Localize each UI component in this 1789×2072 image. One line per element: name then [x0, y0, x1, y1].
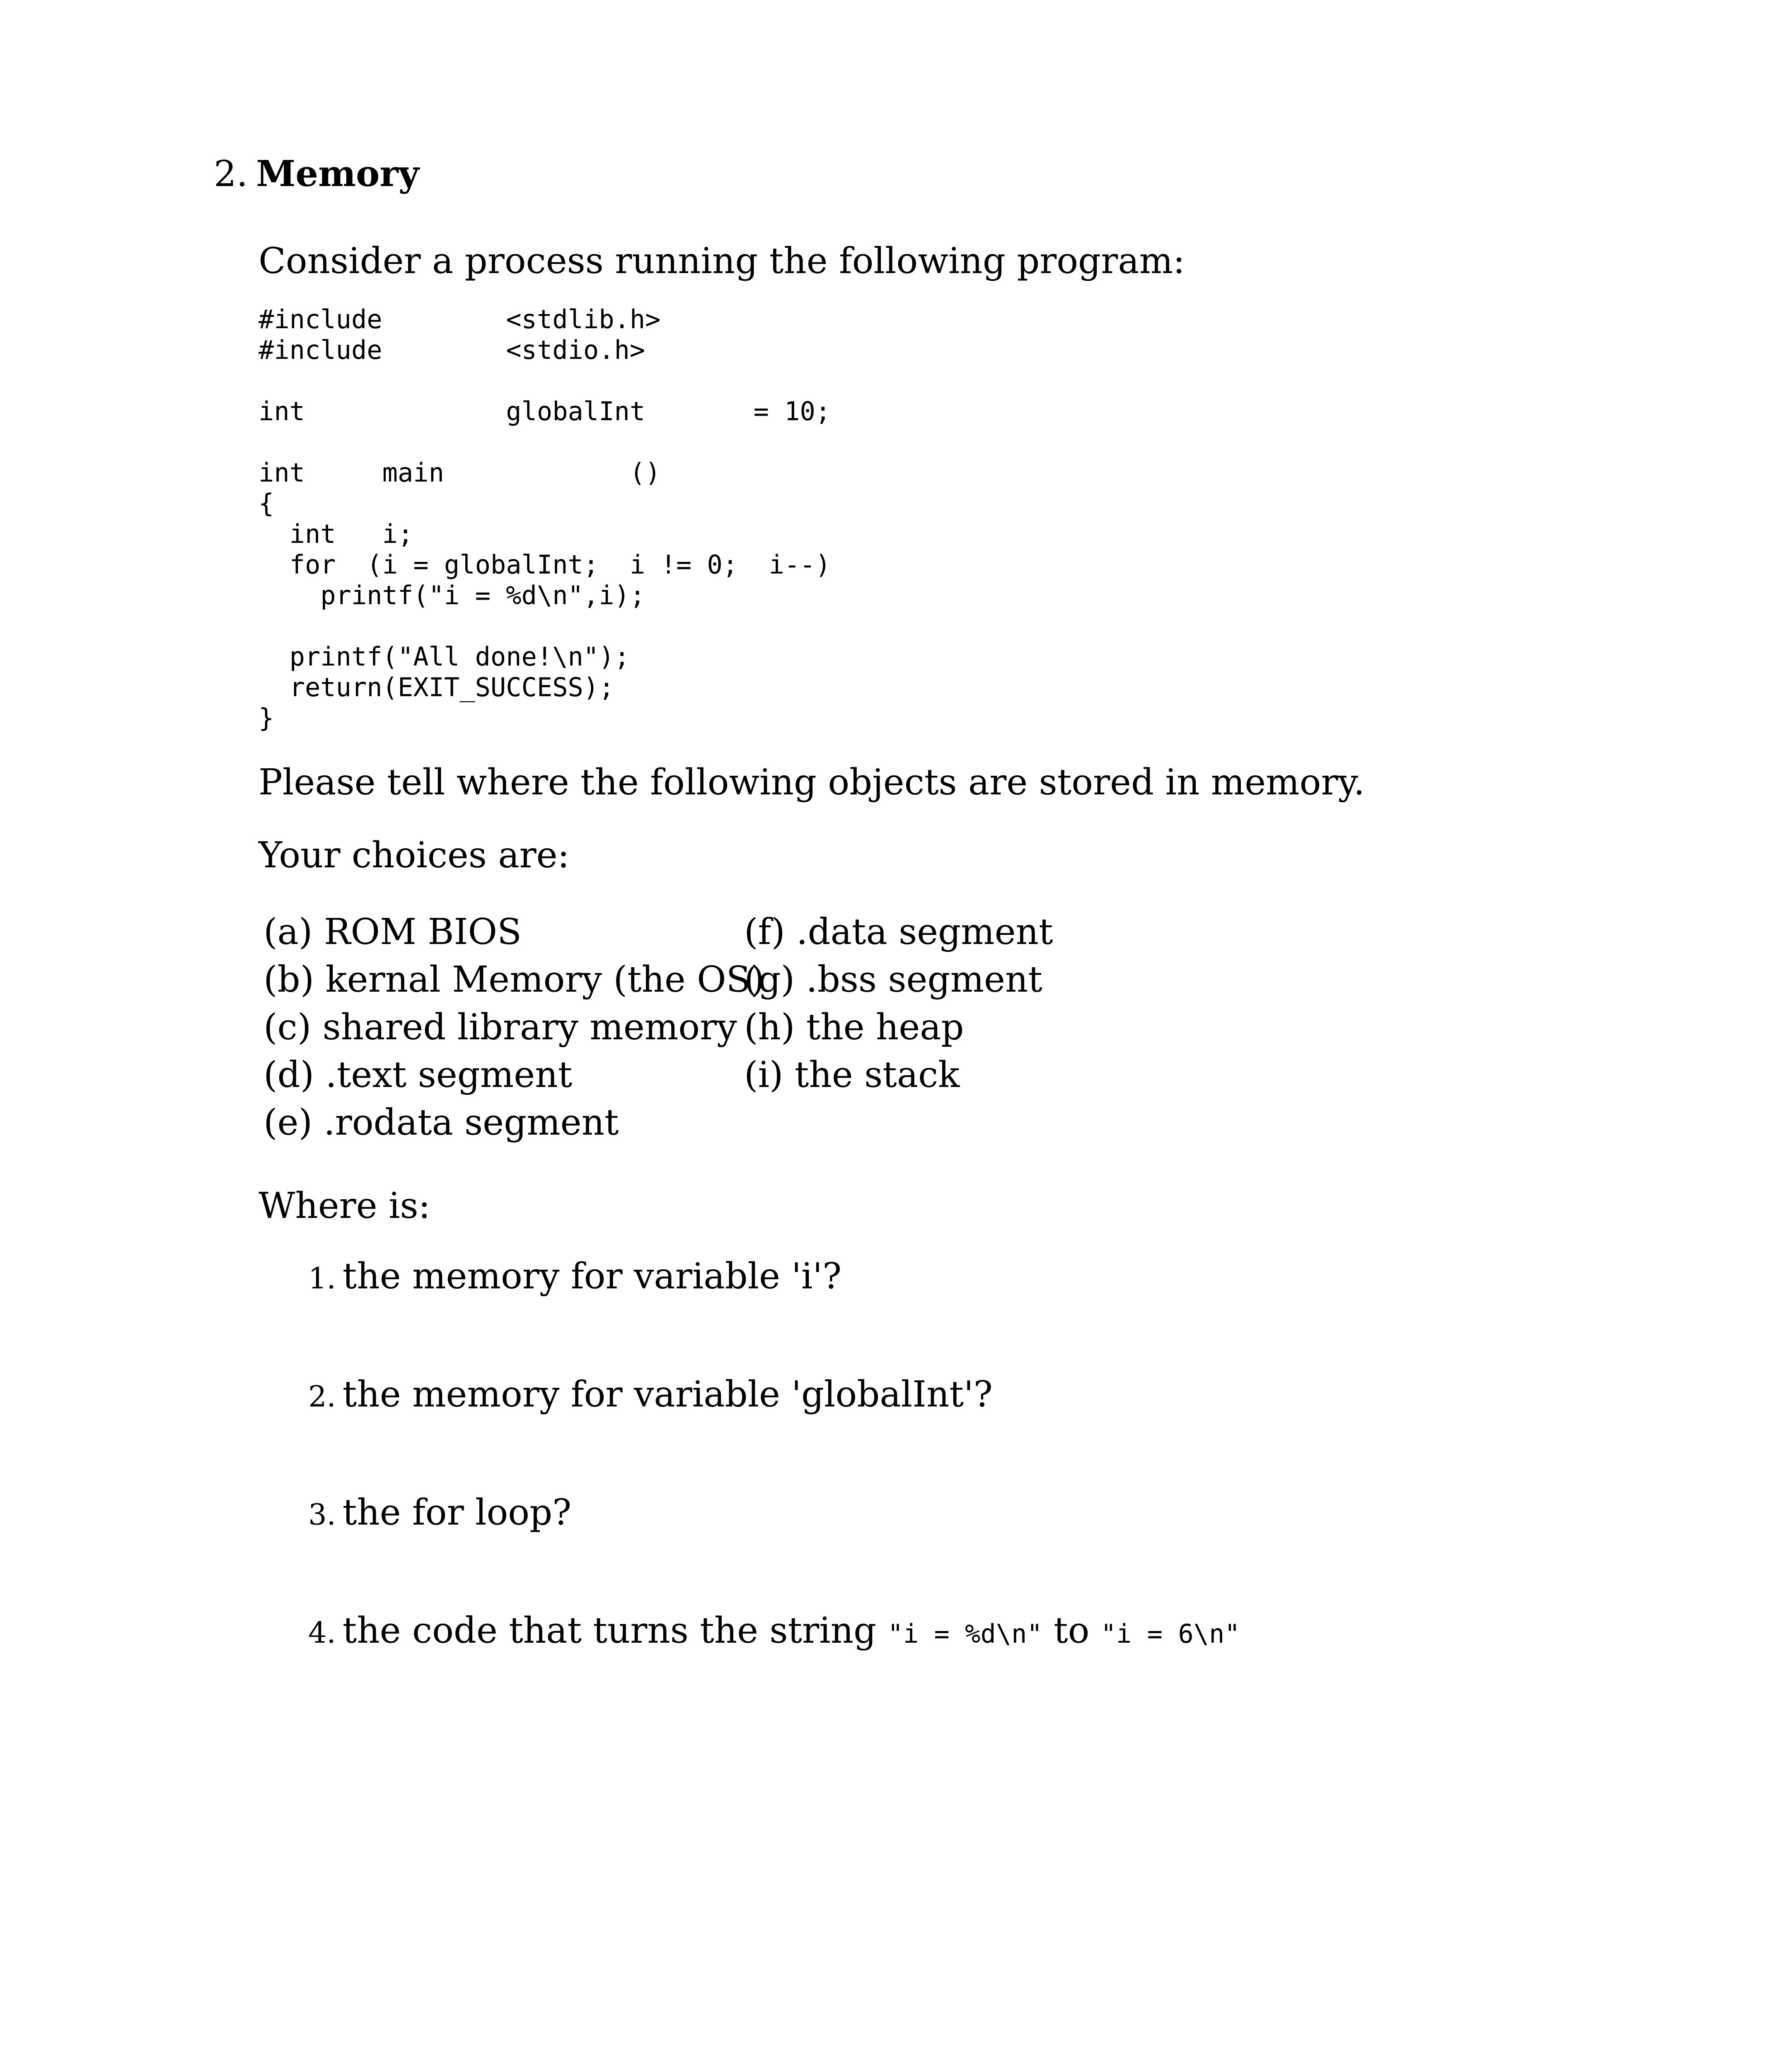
choice-g: (g) .bss segment [744, 959, 1042, 1000]
sub-question-number: 1. [308, 1261, 336, 1295]
choices-table [264, 908, 1117, 1147]
code-line: { [259, 488, 274, 518]
sub-question-number: 4. [308, 1616, 336, 1650]
sub-question-3 [308, 1488, 571, 1539]
code-line: for (i = globalInt; i != 0; i--) [259, 549, 831, 580]
choice-i: (i) the stack [744, 1054, 960, 1096]
result-string-code: "i = 6\n" [1100, 1619, 1240, 1649]
sub-question-2 [308, 1370, 993, 1421]
sub-question-joiner: to [1054, 1610, 1090, 1651]
format-string-code: "i = %d\n" [887, 1619, 1042, 1649]
choice-d: (d) .text segment [264, 1054, 573, 1096]
code-line: #include <stdlib.h> [259, 304, 661, 334]
where-label: Where is: [259, 1185, 430, 1227]
code-line: int i; [259, 519, 413, 549]
sub-question-number: 2. [308, 1380, 336, 1414]
choice-e: (e) .rodata segment [264, 1102, 619, 1143]
sub-question-number: 3. [308, 1498, 336, 1532]
problem-title: Memory [256, 153, 419, 195]
intro-text: Consider a process running the following program: [259, 240, 1185, 282]
sub-question-text: the memory for variable 'globalInt'? [342, 1374, 993, 1415]
choices-row [264, 1004, 1117, 1051]
code-listing [259, 304, 831, 733]
code-line: return(EXIT_SUCCESS); [259, 672, 614, 702]
code-line: int main () [259, 457, 661, 488]
choice-f: (f) .data segment [744, 911, 1053, 953]
problem-heading [214, 149, 419, 199]
code-line: printf("All done!\n"); [259, 641, 630, 672]
code-line: #include <stdio.h> [259, 335, 645, 365]
sub-question-4 [308, 1606, 1240, 1659]
choice-empty [744, 1099, 1117, 1147]
sub-question-text: the for loop? [342, 1492, 572, 1533]
choice-b: (b) kernal Memory (the OS) [264, 959, 765, 1000]
choice-a: (a) ROM BIOS [264, 911, 522, 953]
choices-row [264, 1099, 1117, 1147]
choice-c: (c) shared library memory [264, 1007, 737, 1048]
choices-label: Your choices are: [259, 835, 570, 876]
question-text: Please tell where the following objects are stored in memory. [259, 762, 1365, 803]
code-line: printf("i = %d\n",i); [259, 580, 645, 610]
choices-row [264, 908, 1117, 956]
sub-question-text: the memory for variable 'i'? [342, 1256, 842, 1297]
choice-h: (h) the heap [744, 1007, 964, 1048]
choices-row [264, 956, 1117, 1004]
code-line: int globalInt = 10; [259, 396, 831, 426]
code-line: } [259, 703, 274, 733]
sub-question-text: the code that turns the string [342, 1610, 877, 1651]
sub-question-1 [308, 1251, 841, 1303]
problem-number: 2. [214, 153, 248, 195]
choices-row [264, 1051, 1117, 1099]
